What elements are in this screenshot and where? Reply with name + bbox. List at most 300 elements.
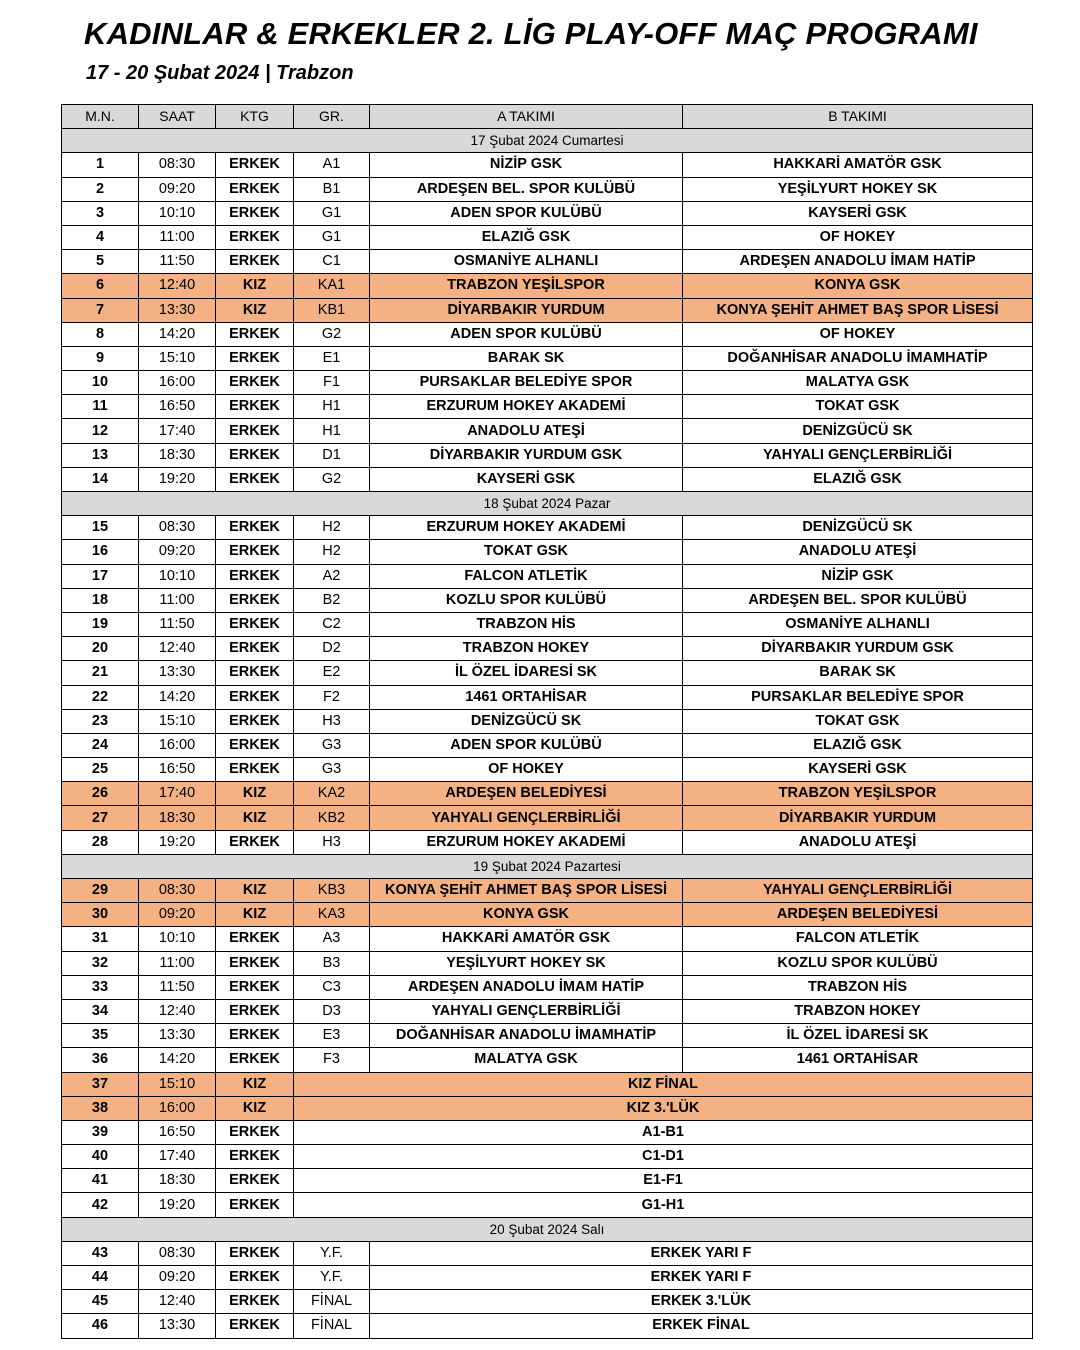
match-group: H2 [294,516,370,540]
match-row [62,250,1033,274]
match-number: 8 [62,322,139,346]
match-time: 08:30 [139,879,216,903]
team-b: ELAZIĞ GSK [683,733,1033,757]
match-number: 7 [62,298,139,322]
match-number: 42 [62,1193,139,1217]
date-label: 17 Şubat 2024 Cumartesi [62,129,1033,153]
team-a: YAHYALI GENÇLERBİRLİĞİ [370,806,683,830]
match-number: 21 [62,661,139,685]
match-time: 09:20 [139,903,216,927]
match-row [62,467,1033,491]
match-number: 6 [62,274,139,298]
match-number: 12 [62,419,139,443]
match-number: 38 [62,1096,139,1120]
match-number: 1 [62,153,139,177]
match-number: 11 [62,395,139,419]
team-a: ERZURUM HOKEY AKADEMİ [370,395,683,419]
match-category: ERKEK [216,951,294,975]
match-category: ERKEK [216,419,294,443]
team-a: TRABZON HİS [370,612,683,636]
match-category: ERKEK [216,1241,294,1265]
match-row [62,1096,1033,1120]
match-row [62,153,1033,177]
table-header-row [62,105,1033,129]
team-b: YAHYALI GENÇLERBİRLİĞİ [683,443,1033,467]
match-description: A1-B1 [294,1120,1033,1144]
column-header-mn: M.N. [62,105,139,129]
team-b: TOKAT GSK [683,709,1033,733]
match-group: F1 [294,371,370,395]
match-category: ERKEK [216,540,294,564]
match-number: 4 [62,225,139,249]
team-a: ANADOLU ATEŞİ [370,419,683,443]
match-time: 13:30 [139,661,216,685]
match-row [62,1193,1033,1217]
team-b: NİZİP GSK [683,564,1033,588]
match-number: 35 [62,1024,139,1048]
match-row [62,346,1033,370]
team-b: OSMANİYE ALHANLI [683,612,1033,636]
match-number: 16 [62,540,139,564]
team-a: ADEN SPOR KULÜBÜ [370,322,683,346]
match-number: 34 [62,999,139,1023]
match-description: ERKEK 3.'LÜK [370,1290,1033,1314]
match-row [62,540,1033,564]
team-a: DENİZGÜCÜ SK [370,709,683,733]
match-category: ERKEK [216,612,294,636]
match-group: G3 [294,733,370,757]
match-group: A2 [294,564,370,588]
team-a: HAKKARİ AMATÖR GSK [370,927,683,951]
match-group: KA3 [294,903,370,927]
match-row [62,999,1033,1023]
match-time: 16:50 [139,1120,216,1144]
team-a: NİZİP GSK [370,153,683,177]
match-time: 13:30 [139,1314,216,1338]
match-number: 37 [62,1072,139,1096]
match-row [62,806,1033,830]
match-category: ERKEK [216,516,294,540]
team-a: KAYSERİ GSK [370,467,683,491]
team-b: BARAK SK [683,661,1033,685]
match-time: 19:20 [139,830,216,854]
team-a: ERZURUM HOKEY AKADEMİ [370,516,683,540]
match-description: E1-F1 [294,1169,1033,1193]
match-time: 16:50 [139,758,216,782]
team-b: KONYA ŞEHİT AHMET BAŞ SPOR LİSESİ [683,298,1033,322]
match-group: H3 [294,709,370,733]
match-row [62,1290,1033,1314]
column-header-ktg: KTG [216,105,294,129]
match-category: ERKEK [216,588,294,612]
team-a: FALCON ATLETİK [370,564,683,588]
match-number: 18 [62,588,139,612]
match-time: 16:00 [139,733,216,757]
team-b: YEŞİLYURT HOKEY SK [683,177,1033,201]
team-b: ANADOLU ATEŞİ [683,540,1033,564]
match-group: KB2 [294,806,370,830]
match-category: ERKEK [216,1314,294,1338]
match-time: 18:30 [139,443,216,467]
match-group: G1 [294,225,370,249]
match-row [62,201,1033,225]
match-time: 13:30 [139,1024,216,1048]
team-a: DOĞANHİSAR ANADOLU İMAMHATİP [370,1024,683,1048]
match-description: ERKEK YARI F [370,1266,1033,1290]
team-a: OF HOKEY [370,758,683,782]
team-b: TRABZON HOKEY [683,999,1033,1023]
match-time: 11:00 [139,951,216,975]
match-number: 31 [62,927,139,951]
page-title: KADINLAR & ERKEKLER 2. LİG PLAY-OFF MAÇ PROGRAMI [84,16,978,51]
match-time: 15:10 [139,1072,216,1096]
match-row [62,1314,1033,1338]
match-category: ERKEK [216,346,294,370]
match-category: KIZ [216,274,294,298]
match-group: FİNAL [294,1290,370,1314]
match-category: ERKEK [216,395,294,419]
match-description: G1-H1 [294,1193,1033,1217]
match-number: 5 [62,250,139,274]
match-number: 19 [62,612,139,636]
match-time: 12:40 [139,637,216,661]
match-row [62,975,1033,999]
match-group: C3 [294,975,370,999]
team-b: DİYARBAKIR YURDUM [683,806,1033,830]
match-group: FİNAL [294,1314,370,1338]
team-b: ANADOLU ATEŞİ [683,830,1033,854]
match-category: KIZ [216,298,294,322]
date-header-row [62,854,1033,878]
match-group: H3 [294,830,370,854]
column-header-b-takimi: B TAKIMI [683,105,1033,129]
match-row [62,661,1033,685]
team-a: OSMANİYE ALHANLI [370,250,683,274]
match-category: KIZ [216,806,294,830]
match-row [62,927,1033,951]
match-time: 10:10 [139,564,216,588]
team-b: HAKKARİ AMATÖR GSK [683,153,1033,177]
team-a: İL ÖZEL İDARESİ SK [370,661,683,685]
match-group: G3 [294,758,370,782]
match-row [62,1145,1033,1169]
date-label: 18 Şubat 2024 Pazar [62,492,1033,516]
match-time: 14:20 [139,322,216,346]
team-b: ELAZIĞ GSK [683,467,1033,491]
team-b: DENİZGÜCÜ SK [683,516,1033,540]
match-time: 09:20 [139,540,216,564]
match-number: 46 [62,1314,139,1338]
match-row [62,419,1033,443]
date-header-row [62,1217,1033,1241]
match-group: H1 [294,395,370,419]
team-a: DİYARBAKIR YURDUM GSK [370,443,683,467]
match-time: 09:20 [139,177,216,201]
match-time: 13:30 [139,298,216,322]
match-row [62,322,1033,346]
team-a: TRABZON YEŞİLSPOR [370,274,683,298]
team-a: 1461 ORTAHİSAR [370,685,683,709]
match-category: ERKEK [216,1048,294,1072]
team-b: TOKAT GSK [683,395,1033,419]
match-time: 12:40 [139,999,216,1023]
match-group: A3 [294,927,370,951]
match-time: 17:40 [139,419,216,443]
match-group: KA1 [294,274,370,298]
match-category: ERKEK [216,999,294,1023]
match-time: 14:20 [139,1048,216,1072]
match-time: 08:30 [139,1241,216,1265]
match-category: ERKEK [216,250,294,274]
match-time: 17:40 [139,782,216,806]
schedule-table [61,104,1033,1339]
match-category: ERKEK [216,637,294,661]
team-b: FALCON ATLETİK [683,927,1033,951]
match-number: 36 [62,1048,139,1072]
match-group: G2 [294,467,370,491]
match-category: ERKEK [216,1290,294,1314]
match-group: E3 [294,1024,370,1048]
column-header-gr: GR. [294,105,370,129]
match-row [62,1048,1033,1072]
match-number: 27 [62,806,139,830]
match-group: KB3 [294,879,370,903]
page-subtitle: 17 - 20 Şubat 2024 | Trabzon [86,62,354,84]
match-category: ERKEK [216,1266,294,1290]
match-group: H2 [294,540,370,564]
match-time: 09:20 [139,1266,216,1290]
match-number: 33 [62,975,139,999]
team-b: PURSAKLAR BELEDİYE SPOR [683,685,1033,709]
schedule-body [62,129,1033,1338]
match-group: E1 [294,346,370,370]
match-number: 15 [62,516,139,540]
match-row [62,782,1033,806]
match-number: 9 [62,346,139,370]
match-category: ERKEK [216,1193,294,1217]
team-b: KAYSERİ GSK [683,758,1033,782]
match-time: 16:50 [139,395,216,419]
match-row [62,225,1033,249]
match-number: 41 [62,1169,139,1193]
match-time: 10:10 [139,201,216,225]
match-row [62,1169,1033,1193]
match-row [62,637,1033,661]
match-group: KB1 [294,298,370,322]
match-row [62,1024,1033,1048]
match-row [62,733,1033,757]
team-a: BARAK SK [370,346,683,370]
team-a: ARDEŞEN BEL. SPOR KULÜBÜ [370,177,683,201]
match-time: 18:30 [139,1169,216,1193]
team-a: ADEN SPOR KULÜBÜ [370,733,683,757]
match-time: 12:40 [139,274,216,298]
match-time: 08:30 [139,153,216,177]
team-a: TOKAT GSK [370,540,683,564]
match-category: ERKEK [216,322,294,346]
team-a: ADEN SPOR KULÜBÜ [370,201,683,225]
team-b: OF HOKEY [683,322,1033,346]
match-category: ERKEK [216,153,294,177]
match-category: ERKEK [216,1145,294,1169]
match-category: ERKEK [216,661,294,685]
team-a: ERZURUM HOKEY AKADEMİ [370,830,683,854]
match-number: 2 [62,177,139,201]
match-group: B1 [294,177,370,201]
team-b: TRABZON HİS [683,975,1033,999]
match-number: 32 [62,951,139,975]
match-category: ERKEK [216,709,294,733]
team-b: İL ÖZEL İDARESİ SK [683,1024,1033,1048]
match-row [62,564,1033,588]
team-a: KONYA ŞEHİT AHMET BAŞ SPOR LİSESİ [370,879,683,903]
match-time: 11:50 [139,612,216,636]
match-time: 11:50 [139,250,216,274]
match-number: 40 [62,1145,139,1169]
match-number: 13 [62,443,139,467]
match-row [62,1120,1033,1144]
match-row [62,951,1033,975]
match-time: 10:10 [139,927,216,951]
match-group: G2 [294,322,370,346]
match-row [62,903,1033,927]
match-row [62,612,1033,636]
match-row [62,395,1033,419]
team-a: KOZLU SPOR KULÜBÜ [370,588,683,612]
match-time: 16:00 [139,371,216,395]
match-category: ERKEK [216,758,294,782]
match-row [62,298,1033,322]
match-group: C1 [294,250,370,274]
match-number: 30 [62,903,139,927]
match-category: KIZ [216,1072,294,1096]
date-header-row [62,492,1033,516]
team-b: ARDEŞEN ANADOLU İMAM HATİP [683,250,1033,274]
match-group: E2 [294,661,370,685]
match-number: 17 [62,564,139,588]
match-category: KIZ [216,1096,294,1120]
match-number: 26 [62,782,139,806]
match-description: KIZ FİNAL [294,1072,1033,1096]
match-number: 25 [62,758,139,782]
match-category: ERKEK [216,830,294,854]
match-number: 28 [62,830,139,854]
team-b: DENİZGÜCÜ SK [683,419,1033,443]
match-category: ERKEK [216,225,294,249]
match-group: KA2 [294,782,370,806]
match-group: Y.F. [294,1241,370,1265]
team-b: TRABZON YEŞİLSPOR [683,782,1033,806]
match-group: F3 [294,1048,370,1072]
team-b: DOĞANHİSAR ANADOLU İMAMHATİP [683,346,1033,370]
match-category: ERKEK [216,201,294,225]
team-b: 1461 ORTAHİSAR [683,1048,1033,1072]
match-row [62,879,1033,903]
match-group: A1 [294,153,370,177]
match-row [62,1266,1033,1290]
match-number: 20 [62,637,139,661]
match-category: ERKEK [216,564,294,588]
match-number: 45 [62,1290,139,1314]
match-number: 22 [62,685,139,709]
match-group: D1 [294,443,370,467]
match-time: 17:40 [139,1145,216,1169]
match-row [62,758,1033,782]
match-number: 43 [62,1241,139,1265]
team-b: OF HOKEY [683,225,1033,249]
team-a: ELAZIĞ GSK [370,225,683,249]
match-time: 11:50 [139,975,216,999]
match-row [62,1072,1033,1096]
match-row [62,516,1033,540]
match-group: B2 [294,588,370,612]
match-category: ERKEK [216,177,294,201]
match-category: ERKEK [216,975,294,999]
match-number: 29 [62,879,139,903]
team-b: YAHYALI GENÇLERBİRLİĞİ [683,879,1033,903]
team-a: YAHYALI GENÇLERBİRLİĞİ [370,999,683,1023]
match-row [62,1241,1033,1265]
match-row [62,177,1033,201]
match-group: Y.F. [294,1266,370,1290]
team-a: DİYARBAKIR YURDUM [370,298,683,322]
match-time: 15:10 [139,346,216,370]
team-a: MALATYA GSK [370,1048,683,1072]
team-b: KONYA GSK [683,274,1033,298]
team-a: ARDEŞEN ANADOLU İMAM HATİP [370,975,683,999]
match-group: B3 [294,951,370,975]
match-row [62,830,1033,854]
match-description: C1-D1 [294,1145,1033,1169]
match-group: C2 [294,612,370,636]
match-description: ERKEK FİNAL [370,1314,1033,1338]
team-b: ARDEŞEN BEL. SPOR KULÜBÜ [683,588,1033,612]
match-group: D3 [294,999,370,1023]
match-time: 12:40 [139,1290,216,1314]
match-description: KIZ 3.'LÜK [294,1096,1033,1120]
match-category: ERKEK [216,443,294,467]
match-number: 14 [62,467,139,491]
match-category: KIZ [216,879,294,903]
match-category: ERKEK [216,1120,294,1144]
match-row [62,588,1033,612]
match-number: 44 [62,1266,139,1290]
match-number: 10 [62,371,139,395]
date-label: 20 Şubat 2024 Salı [62,1217,1033,1241]
date-header-row [62,129,1033,153]
match-time: 18:30 [139,806,216,830]
date-label: 19 Şubat 2024 Pazartesi [62,854,1033,878]
team-a: YEŞİLYURT HOKEY SK [370,951,683,975]
team-b: ARDEŞEN BELEDİYESİ [683,903,1033,927]
match-time: 19:20 [139,1193,216,1217]
column-header-a-takimi: A TAKIMI [370,105,683,129]
match-number: 39 [62,1120,139,1144]
match-category: KIZ [216,903,294,927]
match-group: F2 [294,685,370,709]
match-row [62,685,1033,709]
match-time: 16:00 [139,1096,216,1120]
match-description: ERKEK YARI F [370,1241,1033,1265]
match-group: H1 [294,419,370,443]
match-group: D2 [294,637,370,661]
match-number: 23 [62,709,139,733]
match-category: KIZ [216,782,294,806]
match-time: 11:00 [139,225,216,249]
match-number: 3 [62,201,139,225]
team-b: MALATYA GSK [683,371,1033,395]
team-a: TRABZON HOKEY [370,637,683,661]
